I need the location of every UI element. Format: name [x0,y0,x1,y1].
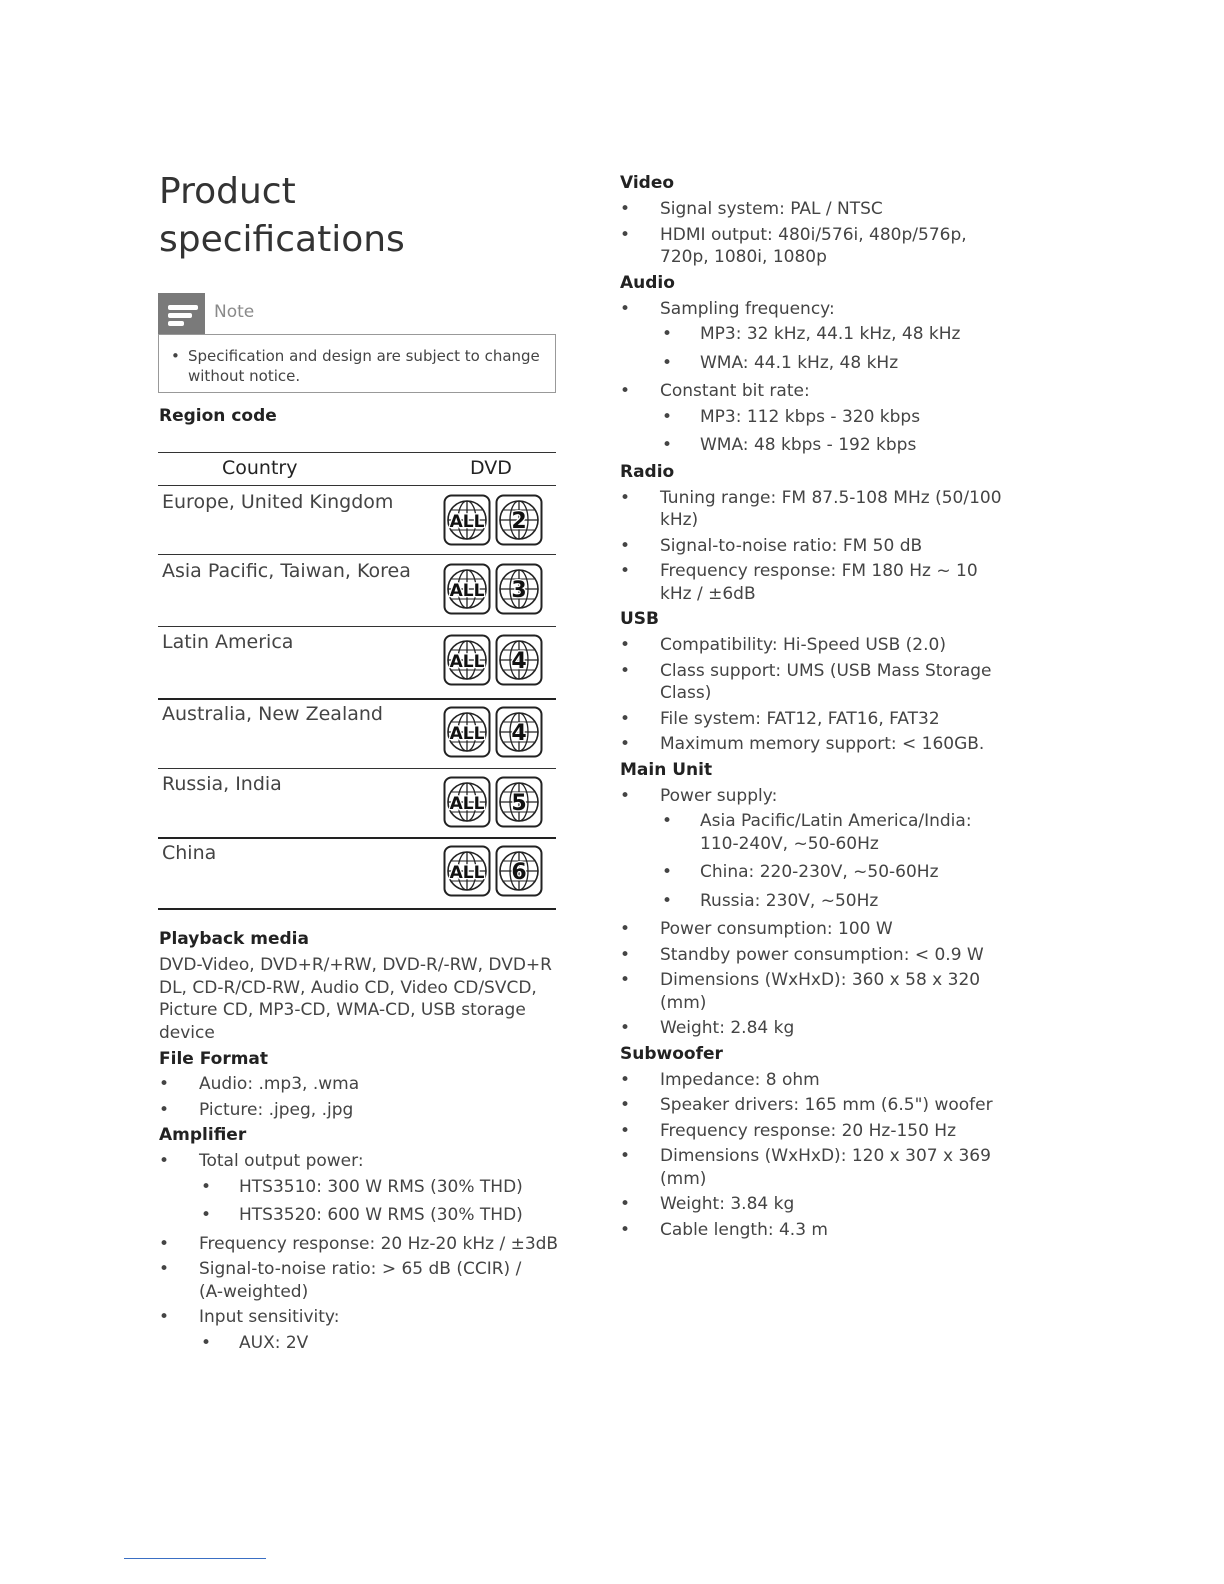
list-item: • MP3: 32 kHz, 44.1 kHz, 48 kHz [662,324,961,344]
note-label: Note [214,302,255,322]
note-box [158,334,556,393]
list-item: • Picture: .jpeg, .jpg [159,1099,354,1120]
list-item: • Speaker drivers: 165 mm (6.5") woofer [620,1095,993,1115]
list-item: • WMA: 48 kbps - 192 kbps [662,435,917,455]
list-item: • File system: FAT12, FAT16, FAT32 [620,708,940,729]
main-unit-heading: Main Unit [620,759,713,780]
dvd-region-badges [443,563,543,615]
list-item: • Dimensions (WxHxD): 360 x 58 x 320 (mm) [620,970,981,1013]
region-all-icon [443,634,491,686]
list-item: • Signal system: PAL / NTSC [620,199,883,219]
region-country: Latin America [162,631,294,653]
svg-text:4: 4 [511,721,527,746]
region-number-icon [495,706,543,758]
title-line-1: Product [159,171,296,212]
list-item: • HTS3520: 600 W RMS (30% THD) [201,1205,523,1225]
list-item: • China: 220-230V, ~50-60Hz [662,862,939,882]
note-bullet: • [171,347,180,365]
list-item: • Impedance: 8 ohm [620,1069,820,1090]
dvd-region-badges [443,845,543,897]
playback-heading: Playback media [159,929,309,949]
radio-heading: Radio [620,461,675,482]
list-item: • HDMI output: 480i/576i, 480p/576p, 720p, 1080i, 1080p [620,224,967,267]
footer-divider [124,1558,266,1559]
svg-text:6: 6 [511,860,527,885]
region-number-icon [495,776,543,828]
svg-text:ALL: ALL [449,724,485,744]
col-dvd: DVD [470,457,512,479]
region-number-icon [495,634,543,686]
subwoofer-heading: Subwoofer [620,1043,723,1064]
region-country: Asia Pacific, Taiwan, Korea [162,560,411,582]
playback-text: DVD-Video, DVD+R/+RW, DVD-R/-RW, DVD+R DL, CD-R/CD-RW, Audio CD, Video CD/SVCD, Picture CD, MP3-CD, WMA-CD, USB storage device [159,955,552,1043]
list-item: • Frequency response: 20 Hz-150 Hz [620,1120,957,1141]
title-line-2: specifications [159,219,405,260]
region-country: Australia, New Zealand [162,703,383,725]
region-number-icon [495,563,543,615]
region-all-icon [443,563,491,615]
usb-heading: USB [620,609,660,629]
svg-text:3: 3 [511,578,527,603]
list-item: • Maximum memory support: < 160GB. [620,734,985,754]
region-country: Russia, India [162,773,282,795]
left-column [159,928,559,1354]
list-item: • Power supply: [620,785,778,806]
region-all-icon [443,706,491,758]
svg-text:ALL: ALL [449,652,485,672]
list-item: • Weight: 2.84 kg [620,1018,795,1038]
svg-text:ALL: ALL [449,512,485,532]
list-item: • WMA: 44.1 kHz, 48 kHz [662,352,899,373]
svg-text:ALL: ALL [449,794,485,814]
audio-heading: Audio [620,272,675,293]
region-number-icon [495,494,543,546]
note-icon [158,293,205,334]
list-item: • Input sensitivity: [159,1307,340,1327]
list-item: • Class support: UMS (USB Mass Storage Class) [620,660,992,703]
file-format-heading: File Format [159,1049,269,1069]
svg-text:ALL: ALL [449,863,485,883]
list-item: • Cable length: 4.3 m [620,1219,828,1240]
amplifier-heading: Amplifier [159,1125,247,1145]
page-title [159,168,559,264]
list-item: • Dimensions (WxHxD): 120 x 307 x 369 (mm) [620,1146,991,1189]
list-item: • Russia: 230V, ~50Hz [662,890,879,911]
note-text: Specification and design are subject to change without notice. [188,347,540,385]
region-code-heading: Region code [159,406,277,426]
region-all-icon [443,494,491,546]
svg-text:ALL: ALL [449,581,485,601]
list-item: • Power consumption: 100 W [620,919,893,939]
list-item: • Compatibility: Hi-Speed USB (2.0) [620,635,946,655]
list-item: • Signal-to-noise ratio: > 65 dB (CCIR) / (A-weighted) [159,1259,522,1302]
video-heading: Video [620,173,675,193]
list-item: • MP3: 112 kbps - 320 kbps [662,406,921,427]
dvd-region-badges [443,706,543,758]
list-item: • Constant bit rate: [620,381,810,401]
list-item: • Audio: .mp3, .wma [159,1074,360,1094]
dvd-region-badges [443,776,543,828]
list-item: • Frequency response: FM 180 Hz ~ 10 kHz / ±6dB [620,561,978,604]
list-item: • Asia Pacific/Latin America/India: 110-240V, ~50-60Hz [662,811,972,854]
region-country: China [162,842,217,864]
right-column [620,172,1020,1241]
list-item: • Weight: 3.84 kg [620,1194,795,1214]
list-item: • Total output power: [159,1151,364,1171]
list-item: • Sampling frequency: [620,298,835,319]
list-item: • Signal-to-noise ratio: FM 50 dB [620,535,923,556]
region-all-icon [443,845,491,897]
region-country: Europe, United Kingdom [162,491,394,513]
col-country: Country [222,457,298,479]
list-item: • HTS3510: 300 W RMS (30% THD) [201,1176,523,1197]
region-all-icon [443,776,491,828]
list-item: • Frequency response: 20 Hz-20 kHz / ±3dB [159,1233,559,1254]
list-item: • Standby power consumption: < 0.9 W [620,944,984,965]
svg-text:5: 5 [511,791,527,816]
list-item: • Tuning range: FM 87.5-108 MHz (50/100 kHz) [620,487,1002,530]
region-number-icon [495,845,543,897]
dvd-region-badges [443,634,543,686]
svg-text:4: 4 [511,649,527,674]
dvd-region-badges [443,494,543,546]
svg-text:2: 2 [511,509,527,534]
list-item: • AUX: 2V [201,1332,309,1353]
